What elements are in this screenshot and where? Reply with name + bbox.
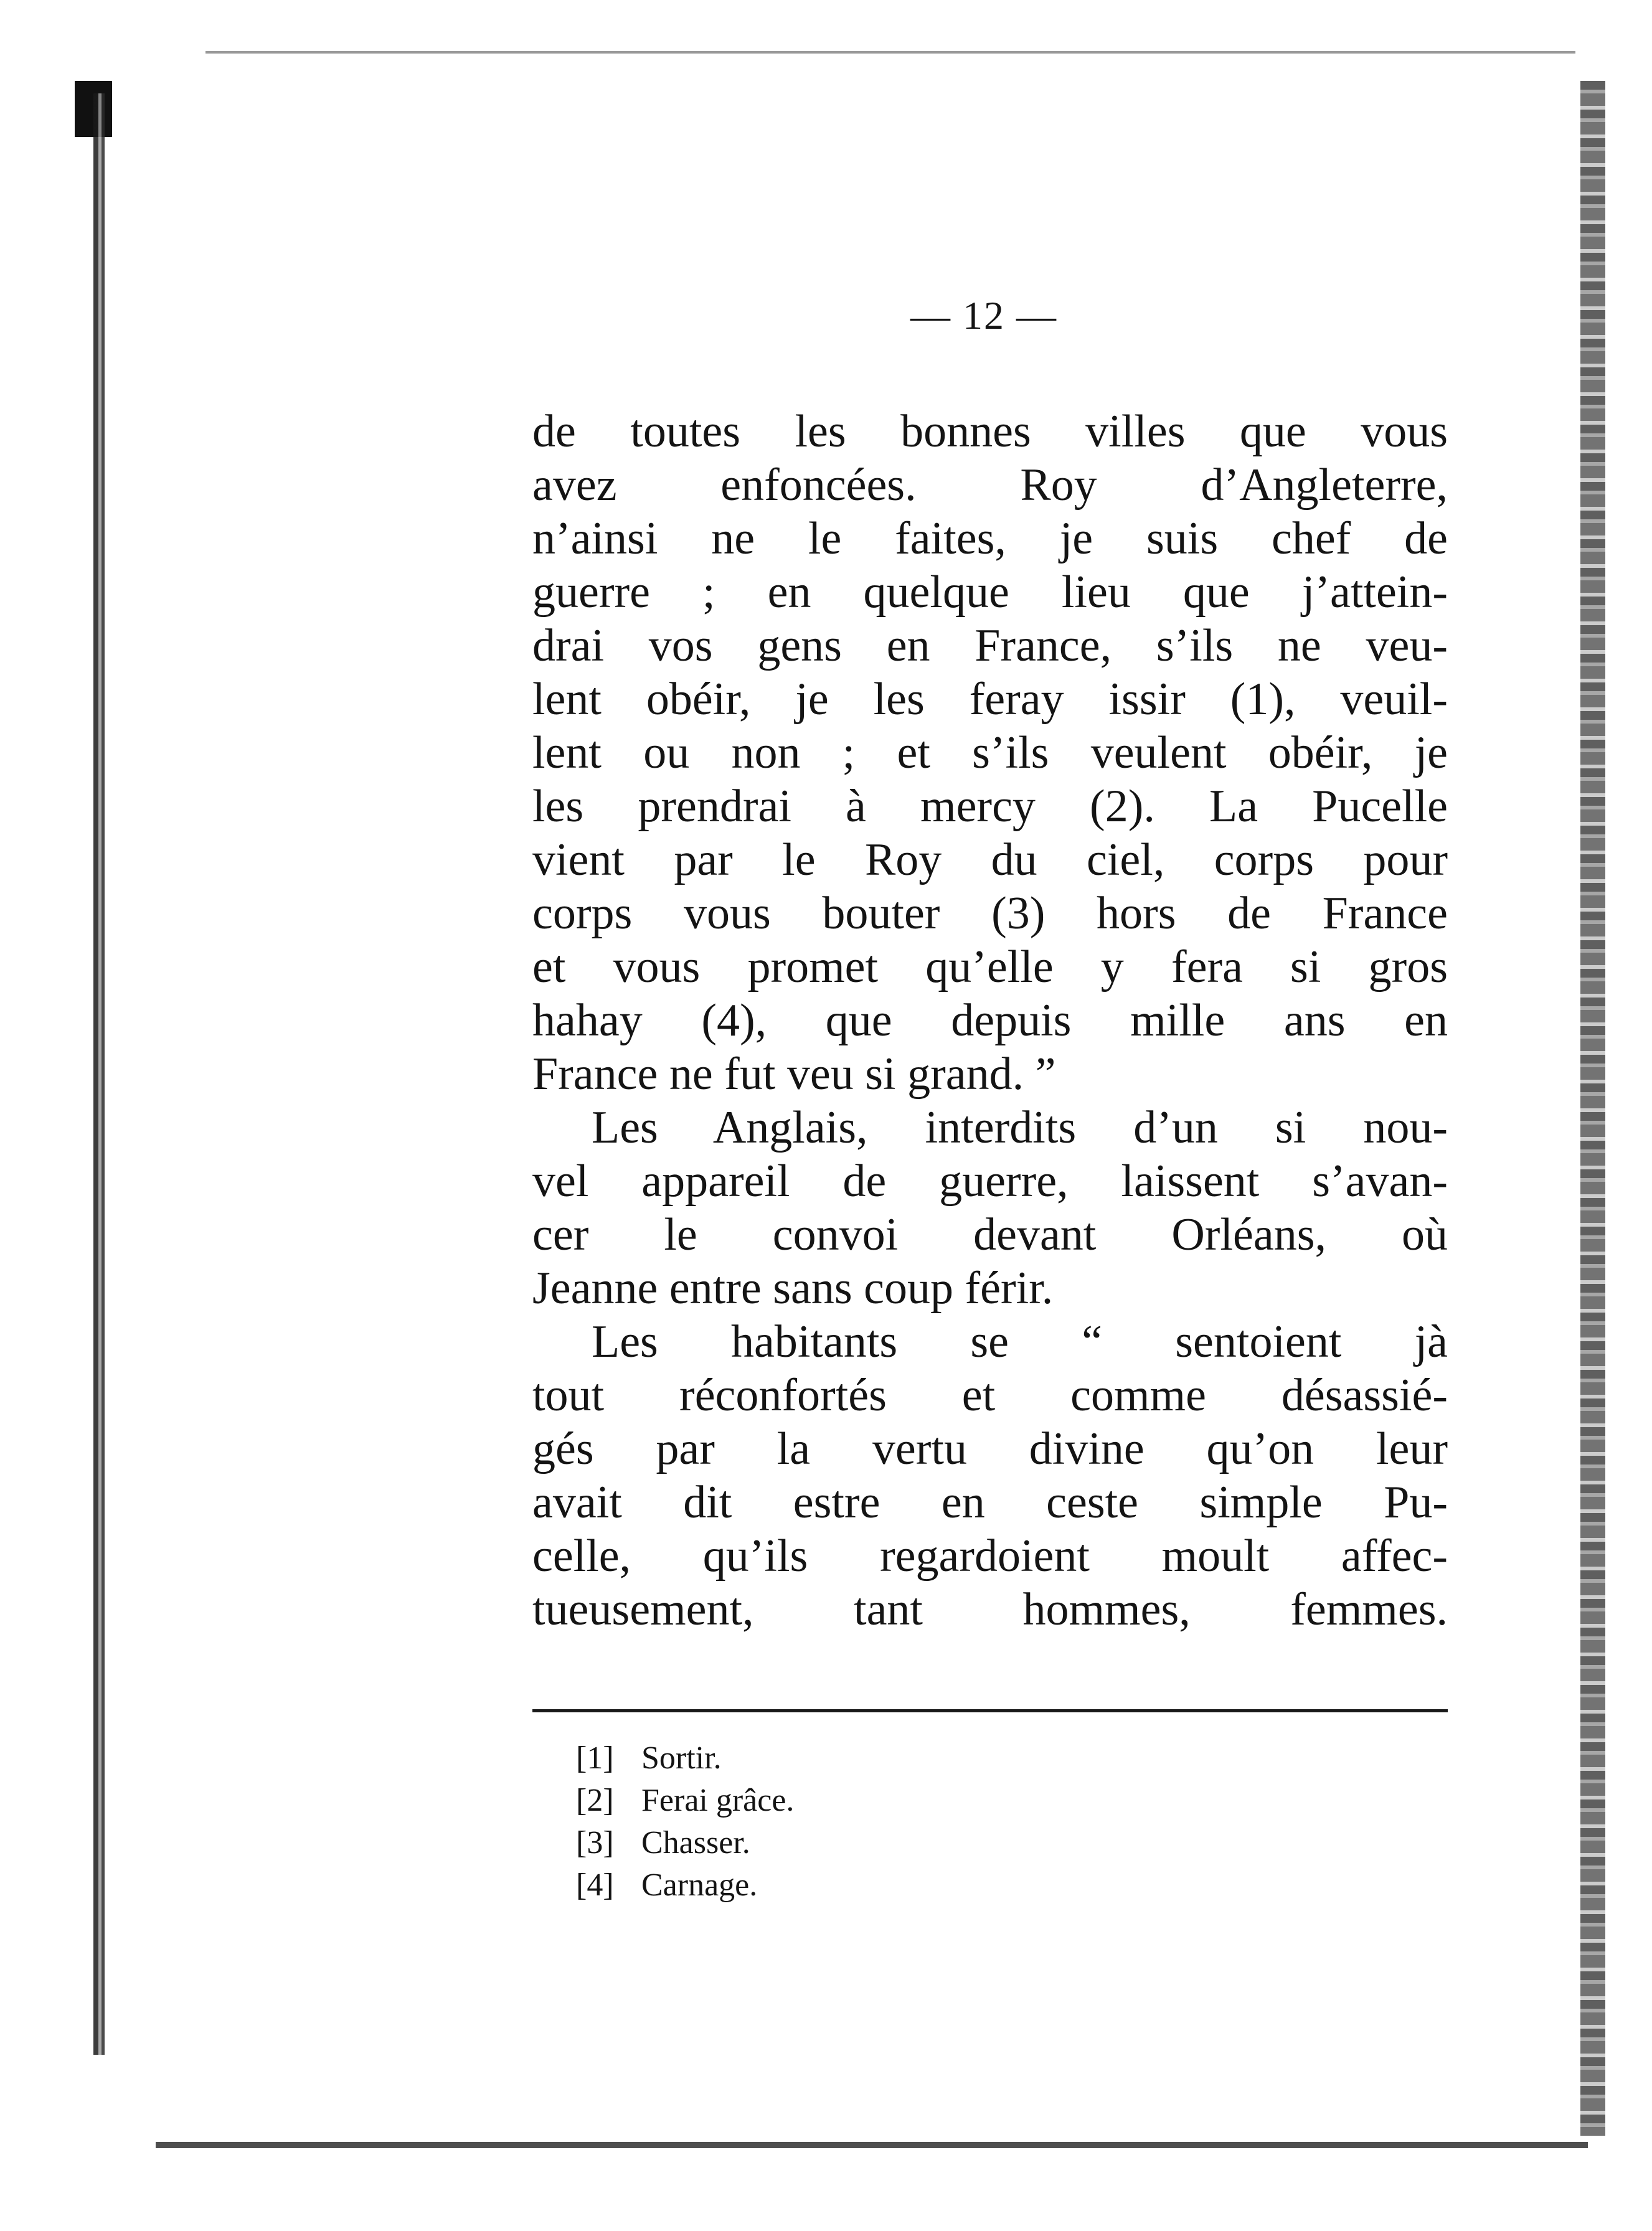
footnote-marker: [3] <box>576 1825 614 1861</box>
text-line: France ne fut veu si grand. ” <box>532 1049 1056 1100</box>
footnote-separator-rule <box>532 1709 1448 1712</box>
footnote-marker: [1] <box>576 1740 614 1776</box>
footnote-marker: [2] <box>576 1783 614 1818</box>
footnote <box>576 1822 1074 1864</box>
footnote <box>576 1864 1074 1907</box>
footnote <box>576 1737 1074 1780</box>
text-line: tueusement, tant hommes, femmes. <box>532 1584 1448 1635</box>
footnote-text: Carnage. <box>641 1867 758 1903</box>
text-line: celle, qu’ils regardoient moult affec- <box>532 1531 1448 1582</box>
body-text <box>532 405 1448 1636</box>
text-line: lent obéir, je les feray issir (1), veuil- <box>532 674 1448 725</box>
scan-edge-left <box>93 93 110 2055</box>
scan-edge-top <box>205 51 1575 54</box>
text-line: de toutes les bonnes villes que vous <box>532 406 1448 457</box>
text-line: les prendrai à mercy (2). La Pucelle <box>532 781 1448 832</box>
footnote <box>576 1780 1074 1822</box>
text-line: hahay (4), que depuis mille ans en <box>532 995 1448 1046</box>
text-line: tout réconfortés et comme désassié- <box>532 1370 1448 1421</box>
page-number: — 12 — <box>910 293 1057 337</box>
scan-edge-bottom <box>156 2142 1588 2148</box>
text-line: et vous promet qu’elle y fera si gros <box>532 941 1448 993</box>
text-line: vel appareil de guerre, laissent s’avan- <box>532 1156 1448 1207</box>
footnotes <box>576 1737 1074 1907</box>
footnote-text: Sortir. <box>641 1740 722 1776</box>
text-line: drai vos gens en France, s’ils ne veu- <box>532 620 1448 671</box>
text-line: Jeanne entre sans coup férir. <box>532 1263 1054 1314</box>
footnote-text: Ferai grâce. <box>641 1783 795 1818</box>
paragraph-start-line: Les Anglais, interdits d’un si nou- <box>592 1102 1448 1153</box>
text-line: gés par la vertu divine qu’on leur <box>532 1423 1448 1474</box>
footnote-marker: [4] <box>576 1867 614 1903</box>
text-line: n’ainsi ne le faites, je suis chef de <box>532 513 1448 564</box>
text-line: avait dit estre en ceste simple Pu- <box>532 1477 1448 1528</box>
text-line: guerre ; en quelque lieu que j’attein- <box>532 567 1448 618</box>
footnote-text: Chasser. <box>641 1825 750 1861</box>
text-line: lent ou non ; et s’ils veulent obéir, je <box>532 727 1448 778</box>
text-line: vient par le Roy du ciel, corps pour <box>532 834 1448 885</box>
text-line: corps vous bouter (3) hors de France <box>532 888 1448 939</box>
text-line: cer le convoi devant Orléans, où <box>532 1209 1448 1260</box>
text-line: avez enfoncées. Roy d’Angleterre, <box>532 460 1448 511</box>
paragraph-start-line: Les habitants se “ sentoient jà <box>592 1316 1448 1367</box>
scan-edge-right <box>1580 81 1605 2136</box>
